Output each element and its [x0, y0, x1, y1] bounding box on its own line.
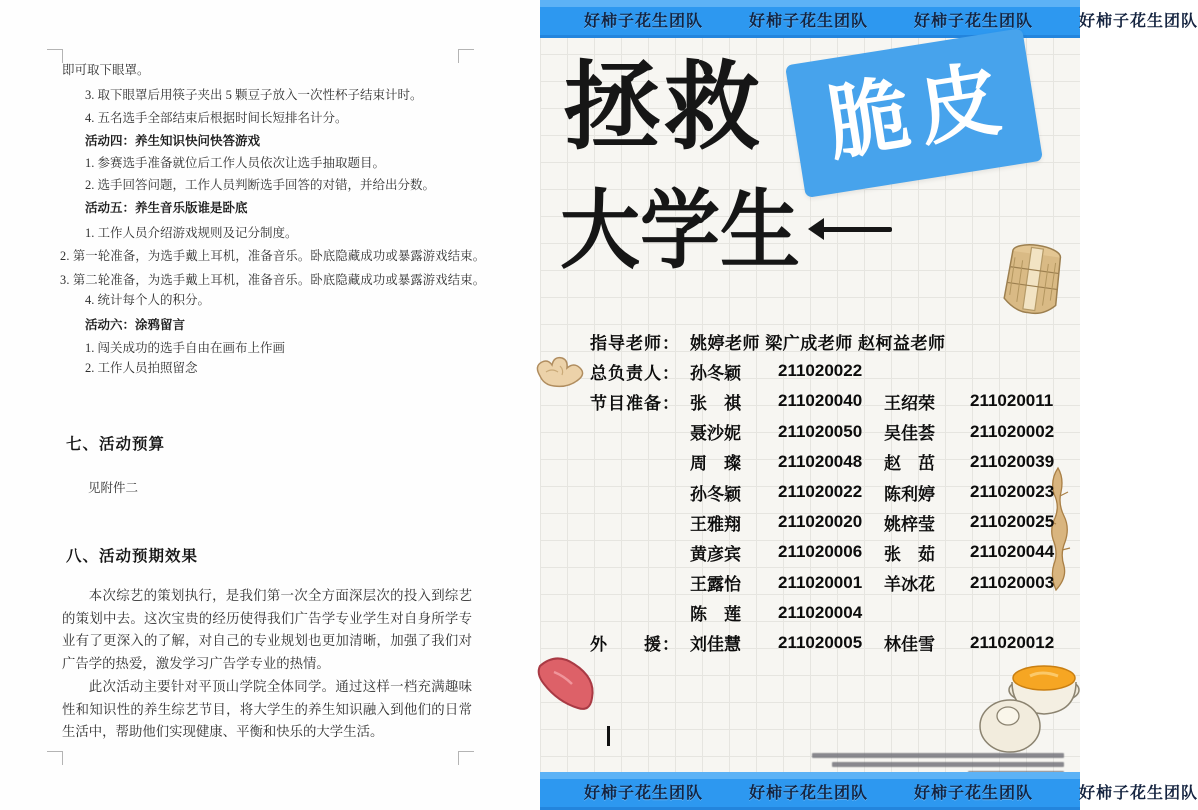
student-id: 211020003	[970, 572, 1055, 592]
soup-pot-icon	[978, 638, 1080, 772]
roster-row	[590, 386, 1068, 416]
roster-row	[590, 417, 1068, 447]
team-name: 好柿子花生团队	[914, 12, 1034, 30]
team-name: 好柿子花生团队	[749, 784, 869, 802]
member-name: 孙冬颖	[690, 484, 741, 504]
roster-row	[590, 477, 1068, 507]
roster-row	[590, 598, 1068, 628]
student-id: 211020012	[970, 632, 1055, 652]
student-id: 211020050	[778, 421, 863, 441]
team-name: 好柿子花生团队	[914, 784, 1034, 802]
doc-activity-heading: 活动四：养生知识快问快答游戏	[85, 134, 261, 148]
member-name: 姚梓莹	[884, 514, 935, 534]
student-id: 211020006	[778, 542, 863, 562]
doc-budget-note: 见附件二	[88, 481, 139, 495]
doc-line: 3. 第二轮准备，为选手戴上耳机，准备音乐。卧底隐藏成功或暴露游戏结束。	[60, 273, 486, 287]
student-id: 211020011	[970, 391, 1054, 411]
doc-paragraph: 此次活动主要针对平顶山学院全体同学。通过这样一档充满趣味性和知识性的养生综艺节目，将大学生的养生知识融入到他们的日常生活中，帮助他们实现健康、平衡和快乐的大学生活。	[62, 679, 472, 740]
doc-section-heading-budget: 七、活动预算	[66, 436, 166, 453]
member-name: 周 璨	[690, 454, 741, 474]
student-id: 211020002	[970, 421, 1055, 441]
doc-line: 4. 五名选手全部结束后根据时间长短排名计分。	[85, 111, 348, 125]
doc-line: 2. 第一轮准备，为选手戴上耳机，准备音乐。卧底隐藏成功或暴露游戏结束。	[60, 249, 486, 263]
doc-line: 1. 参赛选手准备就位后工作人员依次让选手抽取题目。	[85, 156, 386, 170]
crop-mark-top-right	[458, 49, 474, 63]
roster-label: 外 援：	[590, 635, 680, 655]
member-name: 陈 莲	[690, 605, 741, 625]
member-name: 黄彦宾	[690, 544, 741, 564]
roster-label: 总负责人：	[590, 363, 680, 383]
roster-label: 指导老师：	[590, 333, 680, 353]
left-arrow-icon	[808, 218, 894, 240]
member-name: 刘佳慧	[690, 635, 741, 655]
member-name: 孙冬颖	[690, 363, 741, 383]
member-name: 羊冰花	[884, 575, 935, 595]
teacher-names: 姚婷老师 梁广成老师 赵柯益老师	[690, 333, 946, 353]
roster-row-support	[590, 628, 1068, 658]
roster-row	[590, 356, 1068, 386]
student-id: 211020001	[778, 572, 863, 592]
doc-activity-heading: 活动五：养生音乐版谁是卧底	[85, 201, 248, 215]
poster-title-highlight: 脆皮	[820, 52, 1017, 172]
crop-mark-top-left	[47, 49, 63, 63]
doc-line: 即可取下眼罩。	[62, 63, 150, 77]
doc-line: 4. 统计每个人的积分。	[85, 293, 211, 307]
poster-title-part2: 大学生	[560, 183, 800, 279]
member-name: 陈利婷	[884, 484, 935, 504]
poster-page[interactable]	[540, 0, 1198, 810]
roster-row	[590, 447, 1068, 477]
team-name: 好柿子花生团队	[749, 12, 869, 30]
student-id: 211020039	[970, 451, 1055, 471]
student-id: 211020025	[970, 512, 1055, 532]
student-id: 211020020	[778, 512, 863, 532]
document-page[interactable]	[0, 0, 540, 810]
student-id: 211020040	[778, 391, 863, 411]
team-name: 好柿子花生团队	[1079, 12, 1198, 30]
member-name: 王露怡	[690, 575, 741, 595]
team-banner-bottom	[540, 772, 1198, 810]
team-name: 好柿子花生团队	[1079, 784, 1198, 802]
student-id: 211020022	[778, 361, 863, 381]
student-id: 211020023	[970, 482, 1055, 502]
doc-line: 2. 工作人员拍照留念	[85, 361, 198, 375]
member-name: 林佳雪	[884, 635, 935, 655]
student-id: 211020044	[970, 542, 1055, 562]
member-name: 张 祺	[690, 393, 741, 413]
sweet-potato-icon	[530, 650, 610, 728]
student-id: 211020005	[778, 632, 863, 652]
doc-line: 1. 闯关成功的选手自由在画布上作画	[85, 341, 286, 355]
text-cursor	[607, 726, 610, 746]
ginger-icon	[532, 342, 594, 400]
doc-line: 2. 选手回答问题，工作人员判断选手回答的对错，并给出分数。	[85, 178, 436, 192]
crop-mark-bottom-left	[47, 751, 63, 765]
roster-label: 节目准备：	[590, 393, 680, 413]
doc-line: 3. 取下眼罩后用筷子夹出 5 颗豆子放入一次性杯子结束计时。	[85, 88, 423, 102]
student-id: 211020022	[778, 482, 863, 502]
doc-section-heading-effect: 八、活动预期效果	[66, 548, 199, 565]
doc-activity-heading: 活动六：涂鸦留言	[85, 318, 186, 332]
team-name: 好柿子花生团队	[584, 12, 704, 30]
doc-paragraph: 本次综艺的策划执行，是我们第一次全方面深层次的投入到综艺的策划中去。这次宝贵的经历使得我们广告学专业学生对自身所学专业有了更深入的了解，对自己的专业规划也更加清晰，加强了我们对广告学的热爱，激发学习广告学专业的热情。	[62, 588, 472, 671]
team-name: 好柿子花生团队	[584, 784, 704, 802]
member-name: 吴佳荟	[884, 424, 935, 444]
member-name: 赵 茁	[884, 454, 935, 474]
member-name: 王雅翔	[690, 514, 741, 534]
student-id: 211020048	[778, 451, 863, 471]
member-name: 张 茹	[884, 544, 935, 564]
roster-row	[590, 537, 1068, 567]
crop-mark-bottom-right	[458, 751, 474, 765]
roster-row	[590, 507, 1068, 537]
steamer-icon	[1000, 240, 1066, 320]
student-id: 211020004	[778, 602, 863, 622]
roster-row-teachers	[590, 326, 1068, 356]
member-name: 聂沙妮	[690, 424, 741, 444]
poster-title-highlight-box	[785, 28, 1043, 198]
doc-line: 1. 工作人员介绍游戏规则及记分制度。	[85, 226, 298, 240]
roster-row	[590, 568, 1068, 598]
poster-title-part1: 拯救	[564, 54, 764, 161]
member-name: 王绍荣	[884, 393, 935, 413]
poster-roster	[590, 326, 1068, 658]
